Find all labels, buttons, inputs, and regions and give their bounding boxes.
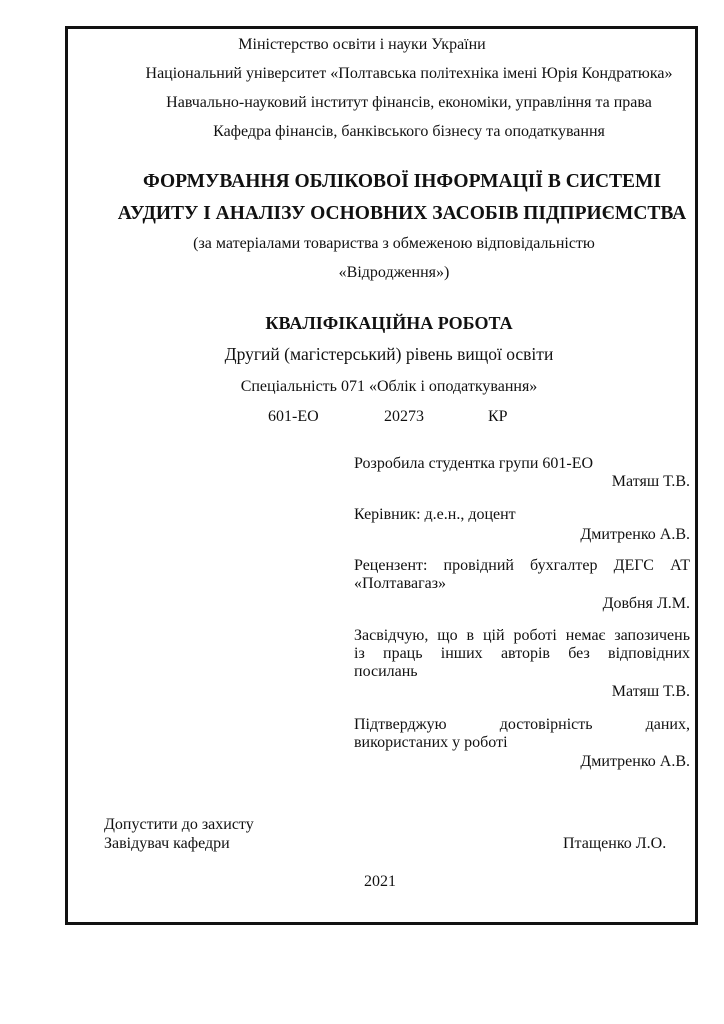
- data-confirm-block: [354, 716, 690, 771]
- supervisor-name: Дмитренко А.В.: [580, 526, 690, 543]
- thesis-note-line-1: (за матеріалами товариства з обмеженою відповідальністю: [193, 235, 595, 252]
- supervisor-block: [354, 506, 690, 544]
- work-type: КВАЛІФІКАЦІЙНА РОБОТА: [265, 313, 513, 333]
- head-of-department-role: Завідувач кафедри: [104, 835, 230, 852]
- data-confirm-line-2: використаних у роботі: [354, 734, 508, 751]
- reviewer-block: [354, 557, 690, 613]
- reviewer-role-line-2: «Полтавагаз»: [354, 575, 447, 592]
- data-confirm-name: Дмитренко А.В.: [580, 753, 690, 770]
- department-name: Кафедра фінансів, банківського бізнесу та оподаткування: [213, 123, 605, 140]
- author-block: [354, 455, 690, 491]
- year: 2021: [364, 873, 396, 890]
- originality-line-1: Засвідчую, що в цій роботі немає запозичень: [354, 627, 690, 644]
- institute-name: Навчально-науковий інститут фінансів, економіки, управління та права: [166, 94, 652, 111]
- degree-level: Другий (магістерський) рівень вищої освіти: [224, 344, 554, 364]
- thesis-title-line-2: АУДИТУ І АНАЛІЗУ ОСНОВНИХ ЗАСОБІВ ПІДПРИЄМСТВА: [117, 203, 687, 224]
- data-confirm-line-1: Підтверджую достовірність даних,: [354, 716, 690, 733]
- originality-name: Матяш Т.В.: [611, 683, 690, 700]
- ministry-name: Міністерство освіти і науки України: [238, 36, 486, 53]
- supervisor-role: Керівник: д.е.н., доцент: [354, 506, 516, 523]
- author-role: Розробила студентка групи 601-ЕО: [354, 455, 594, 472]
- head-of-department-name: Птащенко Л.О.: [563, 835, 667, 852]
- university-name: Національний університет «Полтавська політехніка імені Юрія Кондратюка»: [145, 65, 673, 82]
- reviewer-role-line-1: Рецензент: провідний бухгалтер ДЕГС АТ: [354, 557, 690, 574]
- code-group: 601-ЕО: [268, 408, 319, 425]
- reviewer-name: Довбня Л.М.: [602, 595, 690, 612]
- specialty: Спеціальність 071 «Облік і оподаткування»: [240, 378, 538, 395]
- originality-line-2: із праць інших авторів без відповідних: [354, 645, 690, 662]
- author-name: Матяш Т.В.: [611, 473, 690, 490]
- thesis-note-line-2: «Відродження»): [338, 264, 450, 281]
- admit-to-defense: Допустити до захисту: [104, 816, 254, 833]
- originality-block: [354, 627, 690, 701]
- code-number: 20273: [384, 408, 424, 425]
- originality-line-3: посилань: [354, 663, 418, 680]
- code-type: КР: [488, 408, 508, 425]
- thesis-title-line-1: ФОРМУВАННЯ ОБЛІКОВОЇ ІНФОРМАЦІЇ В СИСТЕМІ: [142, 171, 662, 192]
